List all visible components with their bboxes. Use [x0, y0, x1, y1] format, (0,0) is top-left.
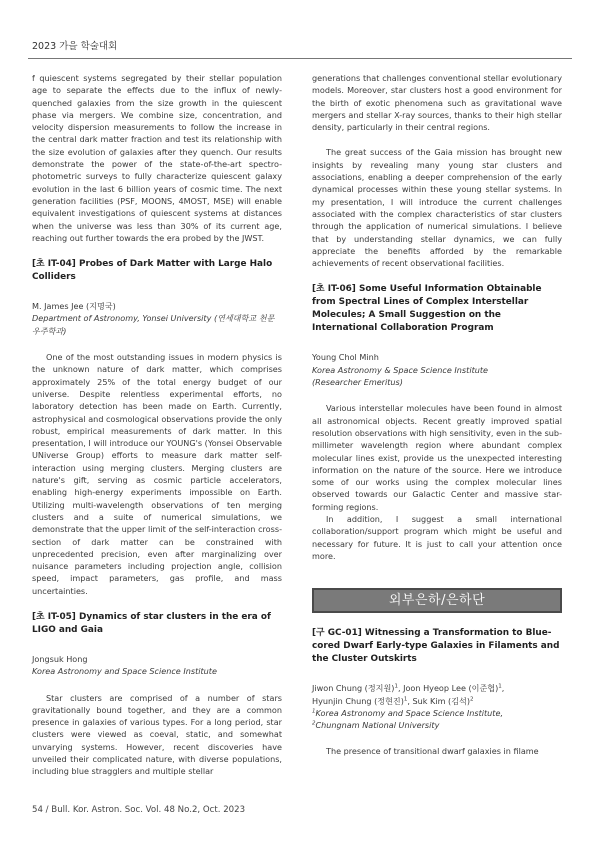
- continued-abstract: f quiescent systems segregated by their stellar population age to separate the effects due to the influx of newly-quenched galaxies from the size growth in the quiescent phase via mergers. We combine size, concentration, and velocity dispersion measurements to follow the increase in the central dark matter fraction and test its relationship with the size evolution of galaxies after they quench. Our results demonstrate the power of the state-of-the-art spectro-photometric surveys to fully characterize quiescent galaxy evolution in the last 6 billion years of cosmic time. The next generation facilities (PSF, MOONS, 4MOST, MSE) will enable equivalent investigations of quiescent systems at distances when the universe was less than 30% of its current age, reaching out further towards the era probed by the JWST.: [32, 73, 282, 243]
- author-name: Jiwon Chung (정지원): [312, 683, 395, 694]
- author-sup: 1: [394, 683, 398, 690]
- author-line: [312, 695, 562, 707]
- abstract-body: Star clusters are comprised of a number of stars gravitationally bound together, and they are a common presence in galaxies of various types. For a long period, star clusters were viewed as coeval, static, and somewhat unvarying systems. However, recent discoveries have unveiled their complicated nature, with diverse populations, including blue stragglers and multiple stellar: [32, 692, 282, 777]
- header-rule: [28, 58, 572, 59]
- author-line: M. James Jee (지명국): [32, 301, 116, 312]
- affil-text: Chungnam National University: [315, 720, 440, 731]
- author-line: Young Chol Minh: [312, 352, 379, 363]
- talk-title-gc01: [구 GC-01] Witnessing a Transformation to Blue-cored Dwarf Early-type Galaxies in Filaments and the Cluster Outskirts: [312, 628, 560, 665]
- author-line: [312, 682, 562, 694]
- affiliation: Department of Astronomy, Yonsei University (연세대학교 천문우주학과): [32, 313, 275, 336]
- affiliation-note: (Researcher Emeritus): [312, 377, 403, 388]
- talk-title-it06: [초 IT-06] Some Useful Information Obtainable from Spectral Lines of Complex Interstellar Molecules; A Small Suggestion on the International Collaboration Program: [312, 284, 542, 334]
- abstract-body: The presence of transitional dwarf galaxies in filame: [326, 746, 539, 757]
- author-sup: 1: [403, 695, 408, 702]
- left-column: [32, 72, 282, 778]
- abstract-body: Various interstellar molecules have been found in almost all astronomical objects. Recent greatly improved spatial resolution observations with high sensitivity, even in the sub-millimeter wavelength region where abundant complex molecular lines exist, provide us the unexpected interesting information on the nature of the source. Here we introduce some of our works using the complex molecular lines observed towards our Galactic Center and massive star-forming regions.: [312, 403, 562, 512]
- affiliation: Korea Astronomy & Space Science Institute: [312, 364, 489, 375]
- running-header: 2023 가을 학술대회: [32, 41, 118, 52]
- right-column: [312, 72, 562, 758]
- affiliation: [312, 707, 562, 719]
- author-line: Jongsuk Hong: [32, 653, 88, 664]
- page-footer: 54 / Bull. Kor. Astron. Soc. Vol. 48 No.2, Oct. 2023: [32, 805, 246, 815]
- continued-abstract-para2: The great success of the Gaia mission has brought new insights by revealing many young star clusters and associations, enabling a deeper comprehension of the early dynamical processes within these young stellar systems. In my presentation, I will introduce the current challenges associated with the complex characteristics of star clusters through the application of numerical simulations. I believe that by understanding stellar dynamics, we can fully appreciate the benefits afforded by the remarkable achievements of recent observational facilities.: [312, 147, 562, 269]
- author-name: , Suk Kim (김석): [407, 695, 470, 706]
- abstract-body-para2: In addition, I suggest a small international collaboration/support program which might be useful and necessary for future. It is just to call your attention once more.: [312, 514, 562, 561]
- abstract-body: One of the most outstanding issues in modern physics is the unknown nature of dark matter, which comprises approximately 25% of the total energy budget of our universe. Despite relentless experimental efforts, no laboratory detection has been made on Earth. Currently, astrophysical and cosmological observations provide the only robust, empirical measurements of dark matter. In this presentation, I will introduce our YOUNG's (Yonsei Observable UNiverse Group) efforts to measure dark matter self-interaction using merging clusters. Merging clusters are nature's gift, serving as cosmic particle accelerators, enabling high-energy experiments impossible on Earth. Utilizing multi-wavelength observations of ten merging clusters and a suite of numerical simulations, we demonstrate that the upper limit of the self-interaction cross-section of dark matter can be constrained with unprecedented precision, even after marginalizing over nuisance parameters including projection angle, collision speed, impact parameters, gas profile, and mass uncertainties.: [32, 352, 282, 596]
- affiliation: Korea Astronomy and Space Science Institute: [32, 666, 217, 677]
- author-sep: ,: [501, 683, 505, 694]
- author-sup: 2: [470, 695, 474, 702]
- affil-text: Korea Astronomy and Space Science Institute,: [315, 707, 504, 718]
- continued-abstract: generations that challenges conventional stellar evolutionary models. Moreover, star clusters host a good environment for the birth of exotic phenomena such as gravitational wave mergers and stellar X-ray sources, thanks to their high stellar density, particularly in their central regions.: [312, 73, 562, 133]
- talk-title-it04: [초 IT-04] Probes of Dark Matter with Large Halo Colliders: [32, 259, 273, 283]
- talk-title-it05: [초 IT-05] Dynamics of star clusters in the era of LIGO and Gaia: [32, 611, 271, 635]
- affil-sup: 1: [312, 708, 316, 715]
- affiliation: [312, 719, 562, 731]
- author-name: Hyunjin Chung (정현진): [312, 695, 404, 706]
- author-sup: 1: [498, 683, 502, 690]
- affil-sup: 2: [312, 720, 316, 727]
- section-banner: 외부은하/은하단: [312, 588, 562, 613]
- author-name: , Joon Hyeop Lee (이준협): [397, 683, 499, 694]
